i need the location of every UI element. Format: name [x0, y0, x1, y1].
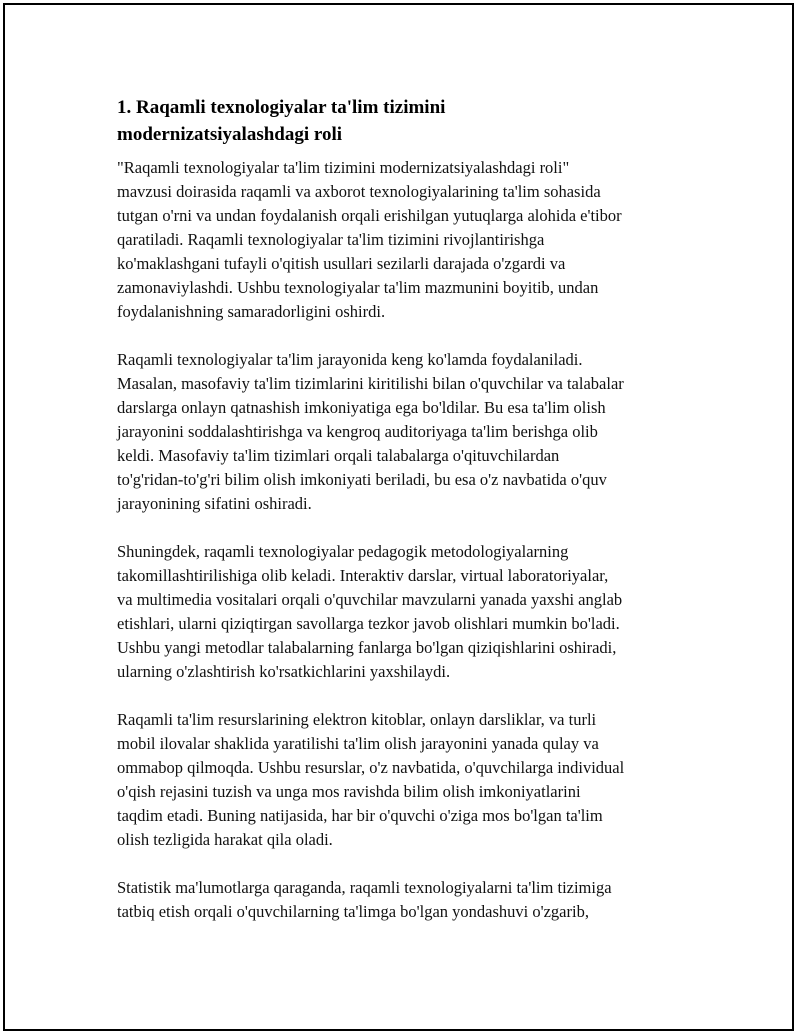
- heading-line: modernizatsiyalashdagi roli: [117, 124, 343, 145]
- text-line: va multimedia vositalari orqali o'quvchilar mavzularni yanada yaxshi anglab: [117, 590, 623, 609]
- text-line: ularning o'zlashtirish ko'rsatkichlarini yaxshilaydi.: [117, 662, 451, 681]
- document-body: [117, 94, 697, 948]
- text-line: o'qish rejasini tuzish va unga mos ravishda bilim olish imkoniyatlarini: [117, 782, 581, 801]
- text-line: zamonaviylashdi. Ushbu texnologiyalar ta'lim mazmunini boyitib, undan: [117, 278, 599, 297]
- text-line: keldi. Masofaviy ta'lim tizimlari orqali talabalarga o'qituvchilardan: [117, 446, 560, 465]
- text-line: Masalan, masofaviy ta'lim tizimlarini kiritilishi bilan o'quvchilar va talabalar: [117, 374, 624, 393]
- text-line: Raqamli ta'lim resurslarining elektron kitoblar, onlayn darsliklar, va turli: [117, 710, 597, 729]
- text-line: Ushbu yangi metodlar talabalarning fanlarga bo'lgan qiziqishlarini oshiradi,: [117, 638, 617, 657]
- text-line: Raqamli texnologiyalar ta'lim jarayonida keng ko'lamda foydalaniladi.: [117, 350, 583, 369]
- text-line: mavzusi doirasida raqamli va axborot texnologiyalarining ta'lim sohasida: [117, 182, 601, 201]
- text-line: takomillashtirilishiga olib keladi. Interaktiv darslar, virtual laboratoriyalar,: [117, 566, 609, 585]
- paragraph-1: [117, 156, 697, 324]
- text-line: darslarga onlayn qatnashish imkoniyatiga ega bo'ldilar. Bu esa ta'lim olish: [117, 398, 606, 417]
- text-line: mobil ilovalar shaklida yaratilishi ta'lim olish jarayonini yanada qulay va: [117, 734, 599, 753]
- text-line: tatbiq etish orqali o'quvchilarning ta'limga bo'lgan yondashuvi o'zgarib,: [117, 902, 589, 921]
- paragraph-3: [117, 540, 697, 684]
- text-line: etishlari, ularni qiziqtirgan savollarga tezkor javob olishlari mumkin bo'ladi.: [117, 614, 620, 633]
- text-line: jarayonini soddalashtirishga va kengroq auditoriyaga ta'lim berishga olib: [117, 422, 598, 441]
- text-line: "Raqamli texnologiyalar ta'lim tizimini modernizatsiyalashdagi roli": [117, 158, 570, 177]
- text-line: jarayonining sifatini oshiradi.: [117, 494, 312, 513]
- paragraph-2: [117, 348, 697, 516]
- text-line: foydalanishning samaradorligini oshirdi.: [117, 302, 386, 321]
- text-line: Shuningdek, raqamli texnologiyalar pedagogik metodologiyalarning: [117, 542, 569, 561]
- text-line: qaratiladi. Raqamli texnologiyalar ta'lim tizimini rivojlantirishga: [117, 230, 545, 249]
- text-line: ko'maklashgani tufayli o'qitish usullari sezilarli darajada o'zgardi va: [117, 254, 566, 273]
- text-line: ommabop qilmoqda. Ushbu resurslar, o'z navbatida, o'quvchilarga individual: [117, 758, 625, 777]
- section-heading: [117, 94, 697, 148]
- paragraph-5: [117, 876, 697, 924]
- paragraph-4: [117, 708, 697, 852]
- text-line: olish tezligida harakat qila oladi.: [117, 830, 333, 849]
- text-line: tutgan o'rni va undan foydalanish orqali erishilgan yutuqlarga alohida e'tibor: [117, 206, 622, 225]
- heading-line: 1. Raqamli texnologiyalar ta'lim tizimini: [117, 97, 446, 118]
- text-line: to'g'ridan-to'g'ri bilim olish imkoniyati beriladi, bu esa o'z navbatida o'quv: [117, 470, 607, 489]
- text-line: Statistik ma'lumotlarga qaraganda, raqamli texnologiyalarni ta'lim tizimiga: [117, 878, 612, 897]
- text-line: taqdim etadi. Buning natijasida, har bir o'quvchi o'ziga mos bo'lgan ta'lim: [117, 806, 603, 825]
